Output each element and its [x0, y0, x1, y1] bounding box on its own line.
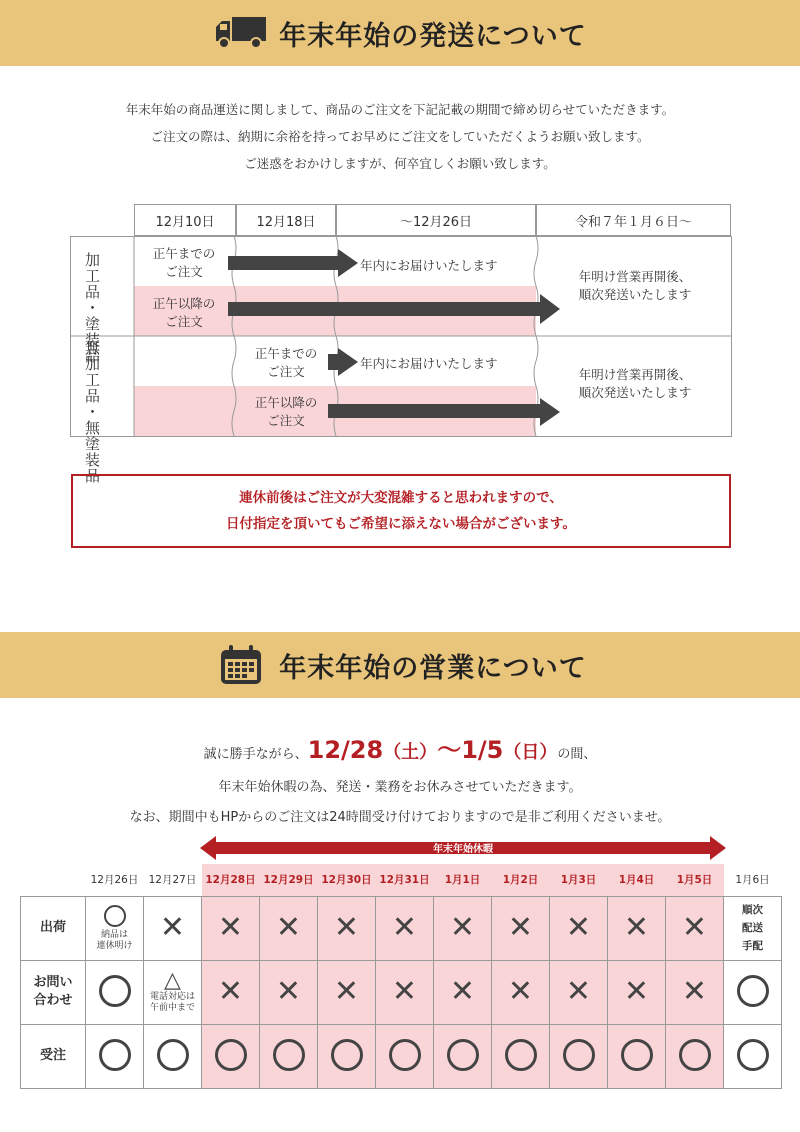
g1-after-new-year: 年明け営業再開後、 順次発送いたします: [578, 269, 692, 302]
note-ship: 納品は 連休明け: [96, 929, 133, 951]
circle-icon: [737, 1039, 769, 1071]
circle-icon: [273, 1039, 305, 1071]
lead-date1: 12/28: [307, 736, 384, 764]
circle-icon: [505, 1039, 537, 1071]
cell-inq-closed: [492, 960, 550, 1024]
business-lead: [0, 730, 800, 765]
date-jan5: 1月5日: [666, 864, 724, 896]
header-dec10: 12月10日: [134, 204, 236, 236]
cross-icon: ✕: [681, 974, 708, 1009]
cell-ord-dec27: [144, 1024, 202, 1088]
business-line2: 年末年始休暇の為、発送・業務をお休みさせていただきます。: [218, 780, 582, 795]
group2-label: 無加工品・無塗装品: [83, 340, 101, 484]
cell-ship-closed: [492, 896, 550, 960]
cell-ship-jan6: 順次 配送 手配: [724, 896, 782, 960]
g2-after-new-year: 年明け営業再開後、 順次発送いたします: [578, 367, 692, 400]
cell-ship-closed: [202, 896, 260, 960]
cross-icon: ✕: [449, 910, 476, 945]
cell-inq-closed: [318, 960, 376, 1024]
g2-before-noon: 正午までの ご注文: [254, 346, 318, 379]
note-inquiry: 電話対応は 午前中まで: [149, 992, 195, 1013]
cross-icon: ✕: [159, 910, 186, 945]
cell-ship-closed: [550, 896, 608, 960]
cross-icon: ✕: [507, 974, 534, 1009]
cell-ship-closed: [318, 896, 376, 960]
shipping-title: 年末年始の発送について: [279, 20, 587, 52]
cross-icon: ✕: [275, 910, 302, 945]
calendar-icon: [213, 645, 269, 685]
group1-label: 加工品・塗装品: [83, 252, 101, 364]
date-jan4: 1月4日: [608, 864, 666, 896]
row-inquiry: お問い 合わせ: [21, 960, 86, 1024]
cross-icon: ✕: [275, 974, 302, 1009]
cell-ord-open: [260, 1024, 318, 1088]
cell-inq-closed: [608, 960, 666, 1024]
row-orders: 受注: [21, 1024, 86, 1088]
cell-ord-open: [492, 1024, 550, 1088]
g1-before-noon: 正午までの ご注文: [152, 246, 216, 279]
cell-ord-open: [376, 1024, 434, 1088]
date-jan1: 1月1日: [434, 864, 492, 896]
cell-ord-open: [318, 1024, 376, 1088]
cell-ord-jan6: [724, 1024, 782, 1088]
circle-icon: [104, 905, 126, 927]
lead-tilde: 〜: [437, 736, 462, 764]
cell-inq-closed: [666, 960, 724, 1024]
circle-icon: [99, 1039, 131, 1071]
date-dec27: 12月27日: [148, 874, 197, 887]
circle-icon: [679, 1039, 711, 1071]
g2-after-noon: 正午以降の ご注文: [254, 395, 318, 428]
circle-icon: [737, 975, 769, 1007]
lead-date2: 1/5: [461, 736, 504, 764]
business-banner: [0, 632, 800, 698]
cross-icon: ✕: [333, 974, 360, 1009]
g1-after-noon: 正午以降の ご注文: [152, 296, 216, 329]
holiday-label: 年末年始休暇: [433, 844, 493, 855]
cell-inq-jan6: [724, 960, 782, 1024]
row-shipping: 出荷: [21, 896, 86, 960]
cross-icon: ✕: [623, 910, 650, 945]
cell-ship-closed: [666, 896, 724, 960]
circle-icon: [563, 1039, 595, 1071]
circle-icon: [157, 1039, 189, 1071]
cross-icon: ✕: [217, 974, 244, 1009]
shipping-intro-3: ご迷惑をおかけしますが、何卒宜しくお願い致します。: [244, 156, 556, 171]
lead-day1: （土）: [383, 742, 438, 763]
g2-within-year: 年内にお届けいたします: [360, 356, 498, 371]
cell-ord-open: [666, 1024, 724, 1088]
date-dec28: 12月28日: [202, 864, 260, 896]
date-dec30: 12月30日: [318, 864, 376, 896]
business-title: 年末年始の営業について: [279, 652, 587, 684]
header-dec26: 〜12月26日: [336, 204, 536, 236]
circle-icon: [99, 975, 131, 1007]
circle-icon: [331, 1039, 363, 1071]
shipping-intro-1: 年末年始の商品運送に関しまして、商品のご注文を下記記載の期間で締め切らせていただきます。: [125, 102, 675, 117]
circle-icon: [447, 1039, 479, 1071]
cell-inq-closed: [434, 960, 492, 1024]
shipping-intro-2: ご注文の際は、納期に余裕を持ってお早めにご注文をしていただくようお願い致します。: [150, 129, 650, 144]
cross-icon: ✕: [391, 910, 418, 945]
header-jan6: 令和７年１月６日〜: [536, 204, 731, 236]
date-dec31: 12月31日: [376, 864, 434, 896]
cell-ord-dec26: [86, 1024, 144, 1088]
cross-icon: ✕: [449, 974, 476, 1009]
cell-ord-open: [202, 1024, 260, 1088]
cell-ord-open: [550, 1024, 608, 1088]
cross-icon: ✕: [507, 910, 534, 945]
cell-inq-closed: [376, 960, 434, 1024]
cross-icon: ✕: [333, 910, 360, 945]
cross-icon: ✕: [681, 910, 708, 945]
shipping-notice: [71, 474, 731, 548]
g1-within-year: 年内にお届けいたします: [360, 258, 498, 273]
cell-ship-closed: [608, 896, 666, 960]
notice-line-2: 日付指定を頂いてもご希望に添えない場合がございます。: [226, 516, 576, 532]
cell-ship-dec27: [144, 896, 202, 960]
circle-icon: [215, 1039, 247, 1071]
date-jan2: 1月2日: [492, 864, 550, 896]
cell-ord-open: [434, 1024, 492, 1088]
cell-ship-dec26: [86, 896, 144, 960]
cell-ship-closed: [260, 896, 318, 960]
cell-ord-open: [608, 1024, 666, 1088]
cell-ship-closed: [376, 896, 434, 960]
triangle-icon: △: [164, 968, 181, 993]
truck-icon: [213, 13, 269, 53]
shipping-banner: [0, 0, 800, 66]
cell-inq-dec27: [144, 960, 202, 1024]
cell-inq-dec26: [86, 960, 144, 1024]
date-jan6: 1月6日: [735, 874, 770, 887]
date-dec26: 12月26日: [90, 874, 139, 887]
cell-ship-closed: [434, 896, 492, 960]
cross-icon: ✕: [217, 910, 244, 945]
cell-inq-closed: [550, 960, 608, 1024]
notice-line-1: 連休前後はご注文が大変混雑すると思われますので、: [239, 490, 563, 506]
cross-icon: ✕: [565, 974, 592, 1009]
lead-post: の間、: [557, 747, 597, 762]
business-table: [20, 864, 782, 1089]
cross-icon: ✕: [565, 910, 592, 945]
date-dec29: 12月29日: [260, 864, 318, 896]
cell-inq-closed: [260, 960, 318, 1024]
cross-icon: ✕: [623, 974, 650, 1009]
lead-pre: 誠に勝手ながら、: [203, 747, 308, 762]
cross-icon: ✕: [391, 974, 418, 1009]
lead-day2: （日）: [503, 742, 558, 763]
circle-icon: [621, 1039, 653, 1071]
date-jan3: 1月3日: [550, 864, 608, 896]
business-line3: なお、期間中もHPからのご注文は24時間受け付けておりますので是非ご利用くださいませ。: [129, 810, 671, 825]
circle-icon: [389, 1039, 421, 1071]
cell-inq-closed: [202, 960, 260, 1024]
header-dec18: 12月18日: [236, 204, 336, 236]
